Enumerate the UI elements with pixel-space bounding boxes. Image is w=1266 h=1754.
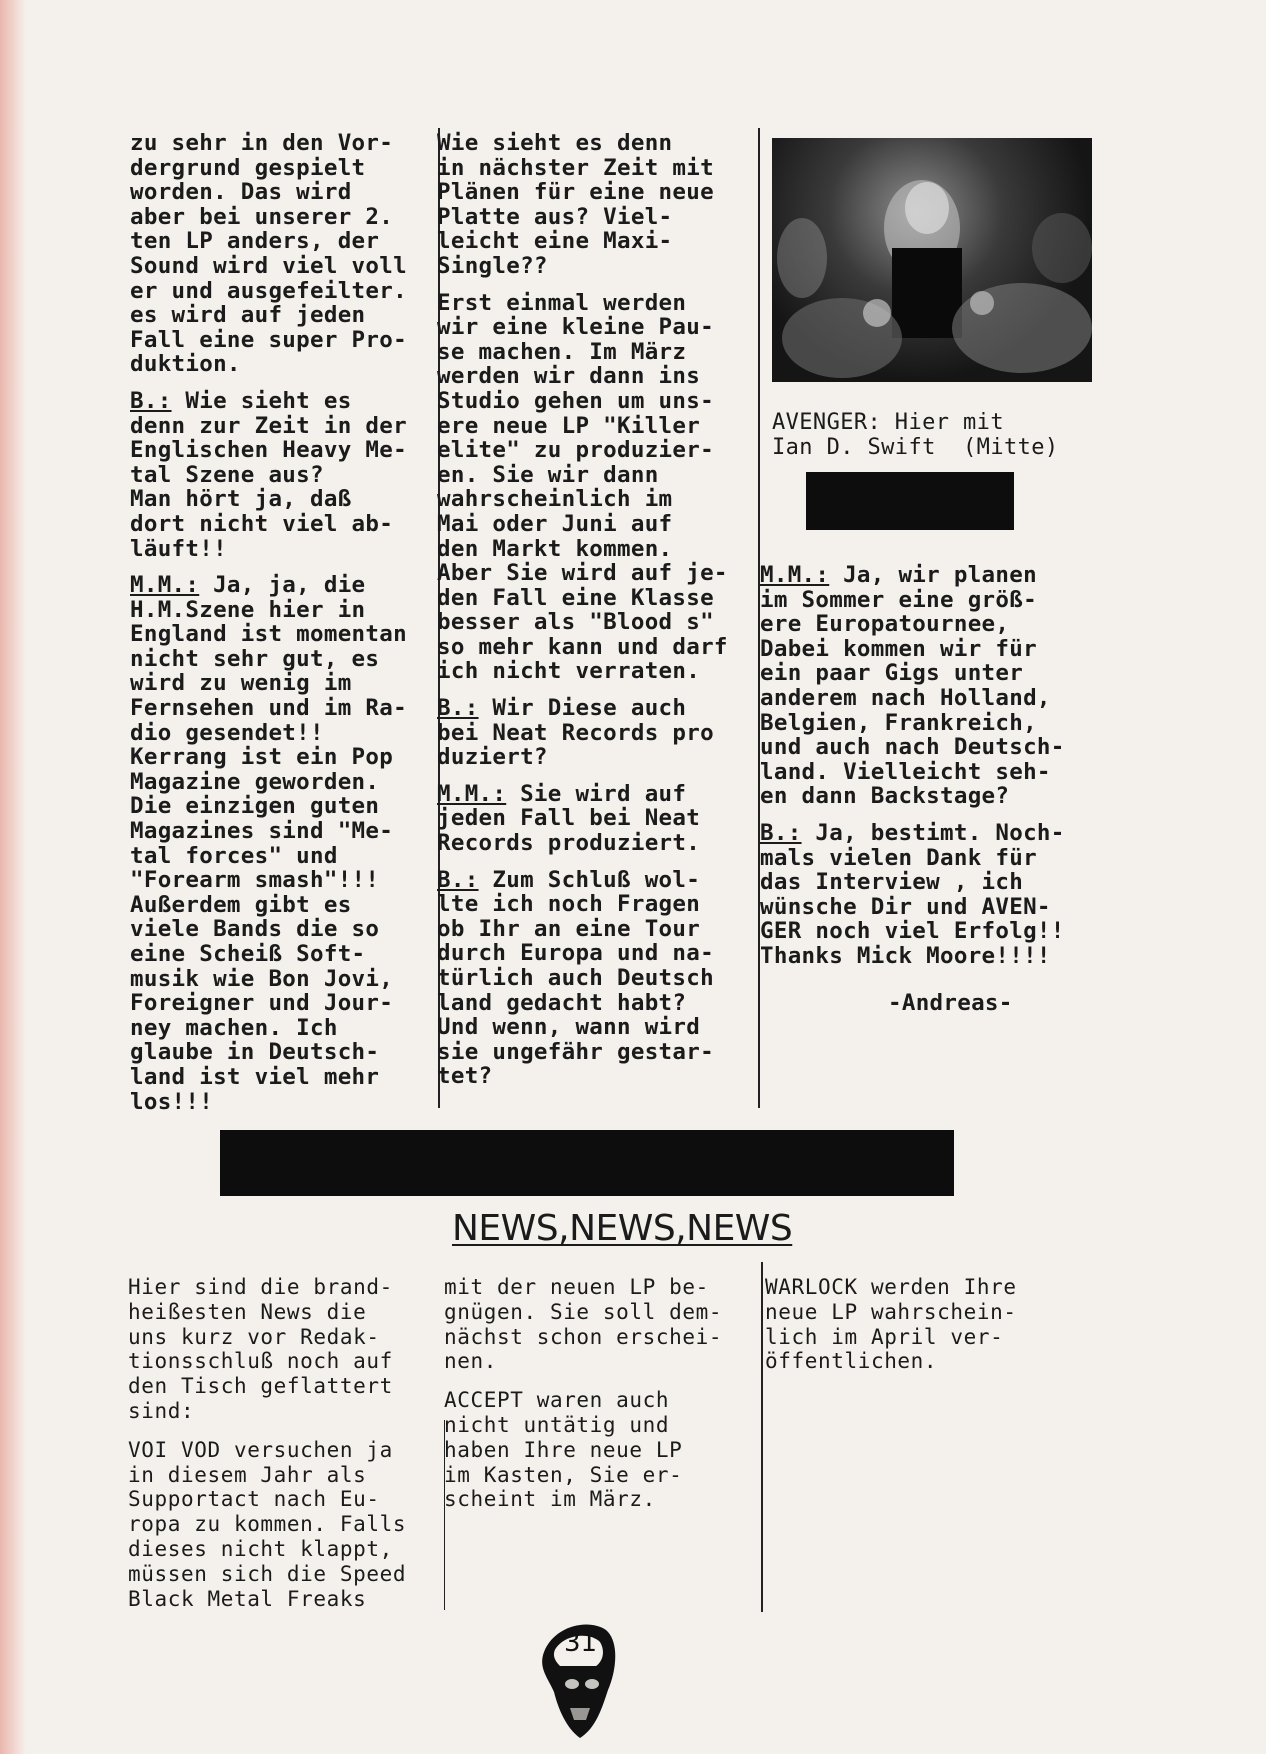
- page-number: 31: [564, 1628, 598, 1658]
- interview-paragraph: B.: Wie sieht es denn zur Zeit in der Englischen Heavy Me- tal Szene aus? Man hört ja, daß dort nicht viel ab- läuft!!: [130, 387, 407, 562]
- news-paragraph: Hier sind die brand- heißesten News die uns kurz vor Redak- tionsschluß noch auf den Tisch geflattert sind:: [128, 1275, 393, 1423]
- news-paragraph: VOI VOD versuchen ja in diesem Jahr als Supportact nach Eu- ropa zu kommen. Falls dieses nicht klappt, müssen sich die Speed Black Metal Freaks: [128, 1437, 407, 1611]
- redaction-bar: [806, 472, 1014, 530]
- speaker-label: M.M.:: [437, 780, 507, 807]
- interview-column-3: [760, 563, 1100, 1027]
- interview-paragraph: B.: Zum Schluß wol- lte ich noch Fragen ob Ihr an eine Tour durch Europa und na- türlich auch Deutsch land gedacht habt? Und wenn, wann wird sie ungefähr gestar- tet?: [437, 866, 714, 1090]
- signature: -Andreas-: [888, 989, 1013, 1016]
- speaker-label: M.M.:: [130, 572, 200, 599]
- photo-caption: AVENGER: Hier mit Ian D. Swift (Mitte): [772, 410, 1059, 460]
- news-column-3: [765, 1275, 1085, 1388]
- column-divider: [761, 1262, 763, 1612]
- speaker-label: M.M.:: [760, 562, 830, 588]
- speaker-label: B.:: [130, 387, 172, 414]
- interview-paragraph: M.M.: Ja, ja, die H.M.Szene hier in England ist momentan nicht sehr gut, es wird zu wenig im Fernsehen und im Ra- dio gesendet!! Kerrang ist ein Pop Magazine geworden. Die einzigen guten Magazines sind "Me- tal forces" und "Forearm smash"!!! Außerdem gibt es viele Bands die so eine Scheiß Soft- musik wie Bon Jovi, Foreigner und Jour- ney machen. Ich glaube in Deutsch- land ist viel mehr los!!!: [130, 572, 407, 1115]
- speaker-label: B.:: [437, 866, 479, 893]
- interview-paragraph: B.: Wir Diese auch bei Neat Records pro duziert?: [437, 695, 714, 771]
- interview-column-1: [130, 131, 440, 1126]
- interview-paragraph: Wie sieht es denn in nächster Zeit mit Plänen für eine neue Platte aus? Viel- leicht eine Maxi- Single??: [437, 130, 714, 279]
- news-paragraph: mit der neuen LP be- gnügen. Sie soll dem- nächst schon erschei- nen.: [444, 1275, 723, 1374]
- interview-paragraph: B.: Ja, bestimt. Noch- mals vielen Dank für das Interview , ich wünsche Dir und AVEN- GER noch viel Erfolg!! Thanks Mick Moore!!!!: [760, 819, 1065, 969]
- redaction-bar: [220, 1130, 954, 1196]
- interview-column-2: [437, 131, 757, 1101]
- page-binding-edge: [0, 0, 26, 1754]
- news-paragraph: ACCEPT waren auch nicht untätig und haben Ihre neue LP im Kasten, Sie er- scheint im März.: [444, 1388, 683, 1512]
- interview-paragraph: Erst einmal werden wir eine kleine Pau- se machen. Im März werden wir dann ins Studio gehen um uns- ere neue LP "Killer elite" zu produzier- en. Sie wir dann wahrscheinlich im Mai oder Juni auf den Markt kommen. Aber Sie wird auf je- den Fall eine Klasse besser als "Blood s" so mehr kann und darf ich nicht verraten.: [437, 289, 728, 685]
- speaker-label: B.:: [760, 819, 802, 846]
- news-column-1: [128, 1275, 448, 1625]
- interview-paragraph: M.M.: Sie wird auf jeden Fall bei Neat Records produziert.: [437, 780, 701, 857]
- band-photo: [772, 138, 1092, 382]
- interview-paragraph: zu sehr in den Vor- dergrund gespielt worden. Das wird aber bei unserer 2. ten LP anders, der Sound wird viel voll er und ausgefeilter. es wird auf jeden Fall eine super Pro- duktion.: [130, 130, 407, 378]
- news-column-2: [444, 1275, 764, 1526]
- news-paragraph: WARLOCK werden Ihre neue LP wahrschein- lich im April ver- öffentlichen.: [765, 1275, 1017, 1374]
- news-heading: NEWS,NEWS,NEWS: [452, 1208, 793, 1249]
- interview-paragraph: M.M.: Ja, wir planen im Sommer eine größ- ere Europatournee, Dabei kommen wir für ein paar Gigs unter anderem nach Holland, Belgien, Frankreich, und auch nach Deutsch- land. Vielleicht seh- en dann Backstage?: [760, 562, 1065, 810]
- page-number-badge: [536, 1612, 620, 1742]
- speaker-label: B.:: [437, 695, 479, 722]
